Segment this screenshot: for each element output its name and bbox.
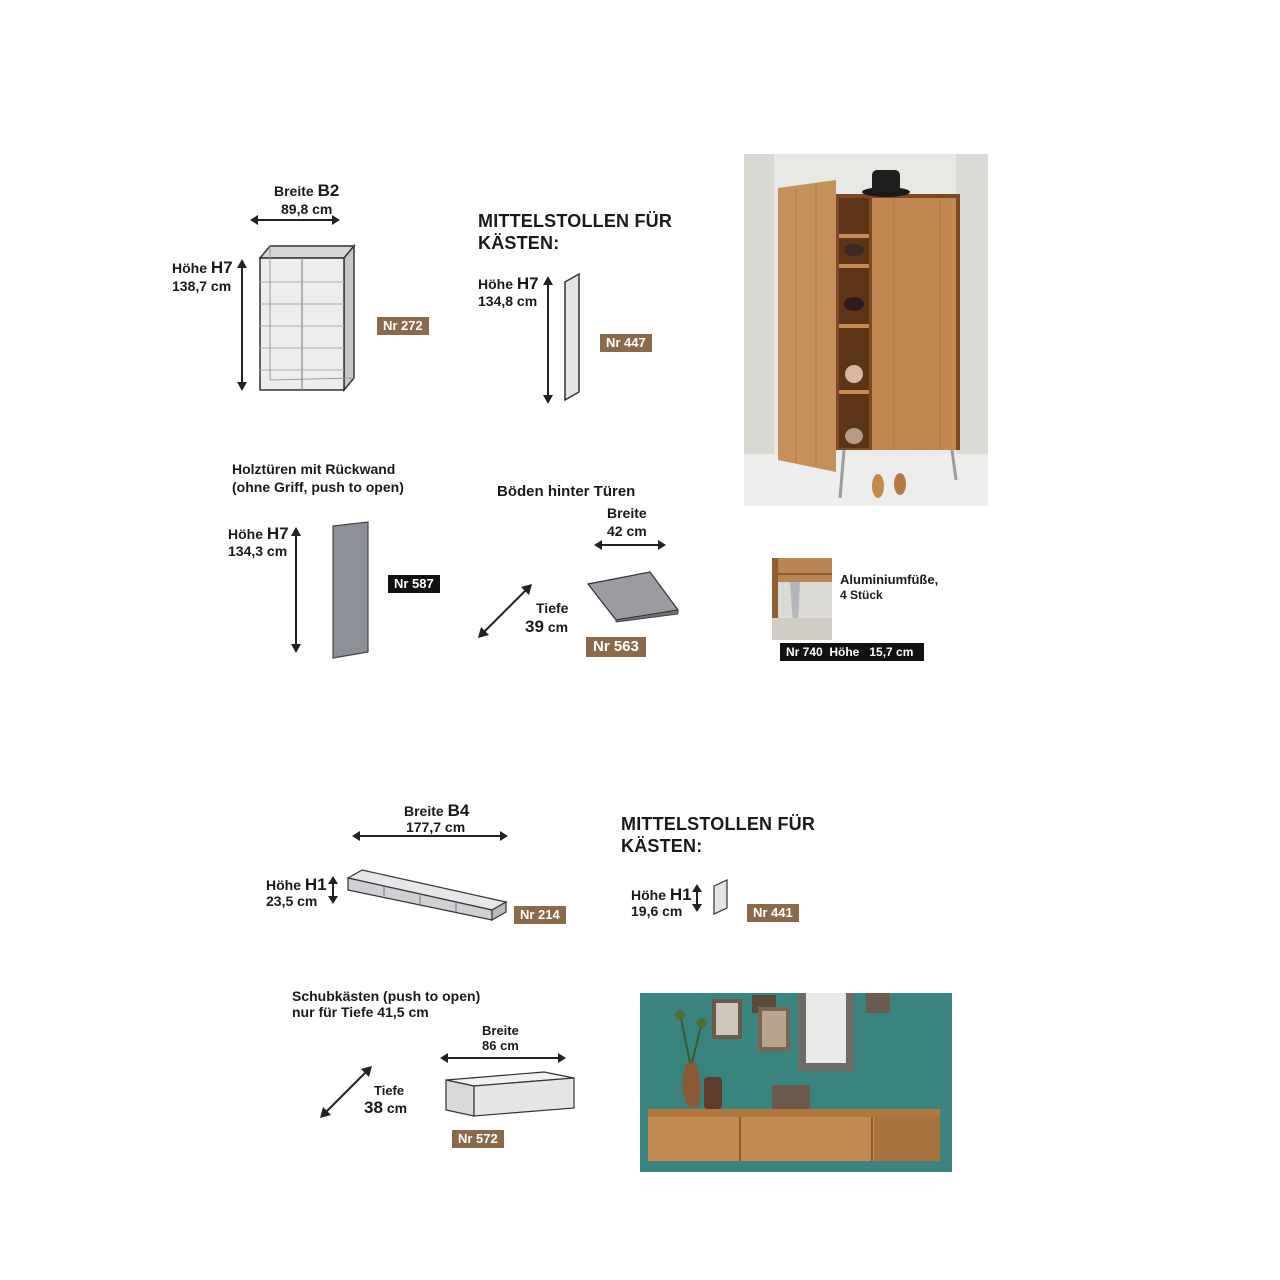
doors-drawing — [330, 520, 374, 660]
shelves-width-value: 42 cm — [607, 523, 647, 539]
shelves-drawing — [586, 570, 682, 622]
shelves-width-label: Breite — [607, 505, 647, 521]
drawer-depth-label: Tiefe — [374, 1083, 405, 1098]
cabinet-width-label: Breite B2 — [274, 181, 340, 200]
divider-height-arrow — [542, 276, 554, 404]
lowboard-height-arrow — [327, 876, 339, 904]
lowboard-width-value: 177,7 cm — [406, 819, 466, 835]
cabinet-height-value: 138,7 cm — [172, 278, 232, 294]
divider-bottom-title-line1: MITTELSTOLLEN FÜR — [621, 814, 816, 834]
divider-bottom-nr-tag: Nr 441 — [747, 904, 799, 922]
drawer-depth-value: 38 cm — [364, 1098, 408, 1117]
feet-nr-tag: Nr 740 Höhe 15,7 cm — [780, 643, 924, 661]
feet-photo — [772, 558, 832, 640]
doors-title-line2: (ohne Griff, push to open) — [232, 479, 404, 495]
drawer-nr-tag: Nr 572 — [452, 1130, 504, 1148]
divider-title-line1: MITTELSTOLLEN FÜR — [478, 211, 673, 231]
shelves-depth-value: 39 cm — [525, 617, 569, 636]
divider-drawing — [563, 272, 581, 402]
doors-nr-tag: Nr 587 — [388, 575, 440, 593]
lowboard-height-label: Höhe H1 — [266, 875, 327, 894]
lowboard-photo — [640, 993, 952, 1172]
doors-height-label: Höhe H7 — [228, 524, 289, 543]
lowboard-width-label: Breite B4 — [404, 801, 470, 820]
divider-bottom-height-arrow — [691, 884, 703, 912]
shelves-width-arrow — [594, 539, 666, 551]
drawer-title-line1: Schubkästen (push to open) — [292, 988, 481, 1004]
lowboard-height-value: 23,5 cm — [266, 893, 318, 909]
cabinet-height-label: Höhe H7 — [172, 258, 233, 277]
lowboard-width-arrow — [352, 830, 508, 842]
lowboard-nr-tag: Nr 214 — [514, 906, 566, 924]
divider-height-label: Höhe H7 — [478, 274, 539, 293]
divider-height-value: 134,8 cm — [478, 293, 538, 309]
divider-bottom-drawing — [711, 878, 731, 916]
shelves-depth-label: Tiefe — [536, 600, 569, 616]
drawer-title-line2: nur für Tiefe 41,5 cm — [292, 1004, 429, 1020]
cabinet-width-value: 89,8 cm — [281, 201, 333, 217]
cabinet-photo — [744, 154, 988, 506]
shelves-nr-tag: Nr 563 — [586, 637, 646, 657]
doors-height-value: 134,3 cm — [228, 543, 288, 559]
divider-title-line2: KÄSTEN: — [478, 233, 560, 253]
lowboard-drawing — [346, 868, 508, 922]
doors-height-arrow — [290, 527, 302, 653]
drawer-width-value: 86 cm — [482, 1038, 519, 1053]
cabinet-width-arrow — [250, 214, 340, 226]
divider-bottom-height-label: Höhe H1 — [631, 885, 692, 904]
shelves-title: Böden hinter Türen — [497, 483, 636, 500]
drawer-width-arrow — [440, 1052, 566, 1064]
doors-title-line1: Holztüren mit Rückwand — [232, 461, 396, 477]
cabinet-drawing — [256, 244, 356, 392]
divider-bottom-height-value: 19,6 cm — [631, 903, 683, 919]
divider-nr-tag: Nr 447 — [600, 334, 652, 352]
feet-label-line2: 4 Stück — [840, 588, 883, 602]
divider-bottom-title-line2: KÄSTEN: — [621, 836, 703, 856]
cabinet-height-arrow — [236, 259, 248, 391]
feet-label-line1: Aluminiumfüße, — [840, 572, 939, 587]
drawer-width-label: Breite — [482, 1023, 519, 1038]
drawer-drawing — [444, 1070, 576, 1118]
cabinet-nr-tag: Nr 272 — [377, 317, 429, 335]
